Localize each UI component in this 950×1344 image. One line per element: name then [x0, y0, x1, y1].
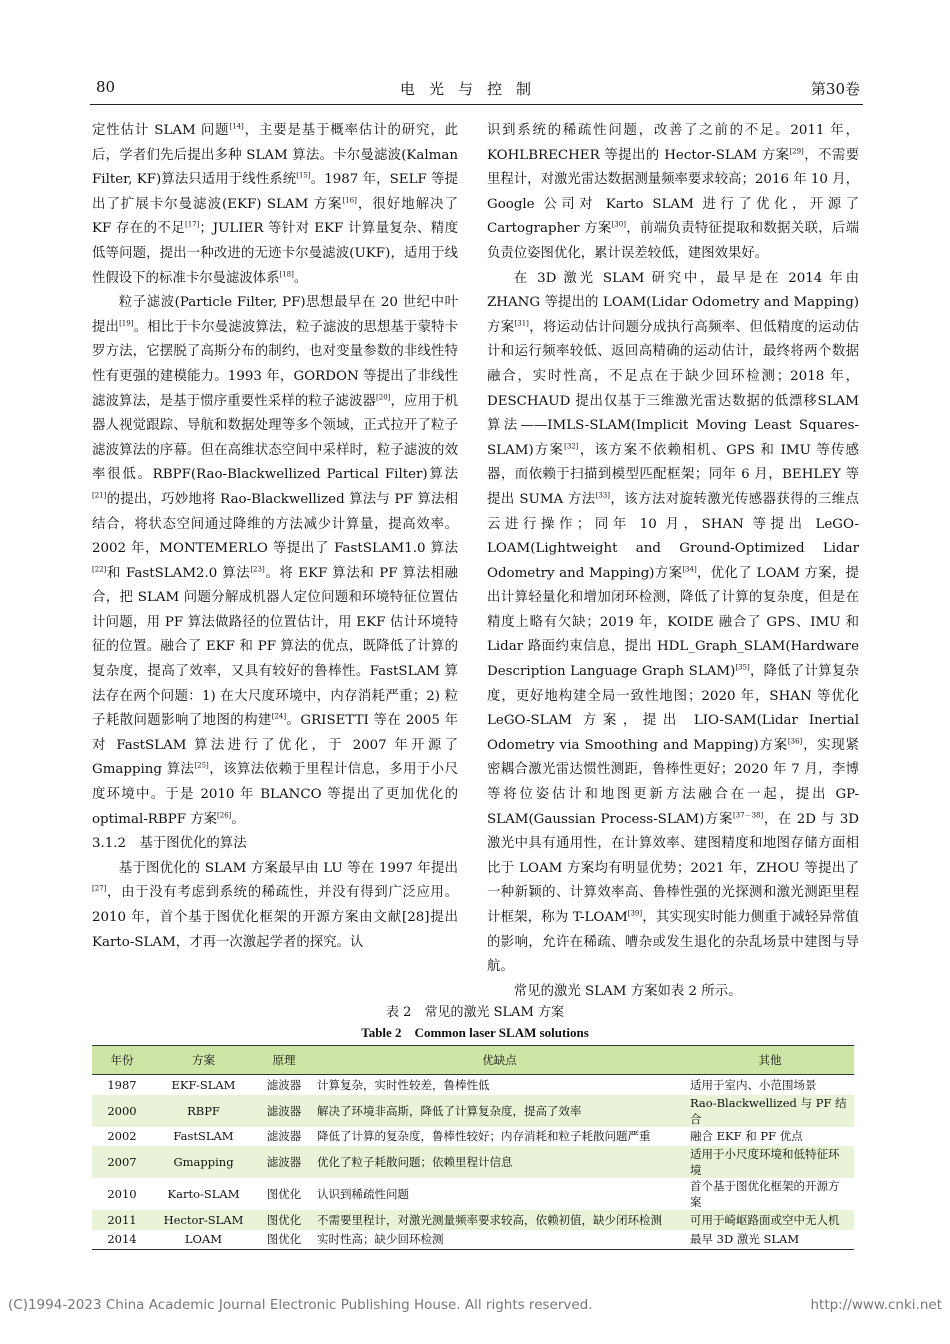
header-principle: 原理 [255, 1046, 313, 1075]
table-row: 1987 EKF-SLAM 滤波器 计算复杂，实时性较差，鲁棒性低 适用于室内、小范围场景 [107, 1077, 817, 1092]
paragraph: 定性估计 SLAM 问题[14]，主要是基于概率估计的研究，此后，学者们先后提出多种 SLAM 算法。卡尔曼滤波(Kalman Filter, KF)算法只适用于线性系统[15]。1987 年，SELF 等提出了扩展卡尔曼滤波(EKF) SLAM 方案[16]，很好地解决了 KF 存在的不足[17]；JULIER 等针对 EKF 计算量复杂、精度低等问题，提出一种改进的无迹卡尔曼滤波(UKF)，适用于线性假设下的标准卡尔曼滤波体系[18]。 [92, 122, 458, 286]
cnki-link[interactable]: http://www.cnki.net [810, 1297, 942, 1313]
citation[interactable]: [16] [342, 196, 357, 205]
citation[interactable]: [21] [92, 491, 107, 500]
copyright-text: (C)1994-2023 China Academic Journal Electronic Publishing House. All rights reserved. [8, 1297, 593, 1313]
slam-solutions-table [92, 1045, 854, 1250]
volume-label: 第30卷 [810, 80, 860, 98]
header-other: 其他 [686, 1046, 854, 1075]
citation[interactable]: [25] [194, 761, 209, 770]
citation[interactable]: [39] [627, 909, 643, 918]
header-pros-cons: 优缺点 [313, 1046, 686, 1075]
table-row: 2000 RBPF 滤波器 解决了环境非高斯，降低了计算复杂度，提高了效率 Rao-Blackwellized 与 PF 结合 [92, 1095, 854, 1127]
citation[interactable]: [36] [787, 737, 803, 746]
citation[interactable]: [18] [279, 270, 294, 279]
page-number: 80 [96, 78, 116, 96]
citation[interactable]: [34] [682, 565, 697, 574]
citation[interactable]: [20] [376, 393, 391, 402]
right-column [487, 119, 859, 1004]
citation[interactable]: [23] [250, 565, 265, 574]
citation[interactable]: [22] [92, 565, 107, 574]
citation[interactable]: [37－38] [732, 811, 764, 820]
citation[interactable]: [24] [271, 712, 287, 721]
citation[interactable]: [29] [789, 147, 804, 156]
table-row: 2010 Karto-SLAM 图优化 认识到稀疏性问题 首个基于图优化框架的开源方案 [107, 1179, 840, 1209]
citation[interactable]: [32] [564, 442, 579, 451]
citation[interactable]: [33] [595, 491, 610, 500]
citation[interactable]: [19] [119, 319, 134, 328]
citation[interactable]: [17] [185, 220, 200, 229]
table-row: 2011 Hector-SLAM 图优化 不需要里程计，对激光测量频率要求较高，依赖初值，缺少闭环检测 可用于崎岖路面或空中无人机 [92, 1210, 854, 1230]
citation[interactable]: [30] [611, 220, 626, 229]
table-caption-zh: 表 2 常见的激光 SLAM 方案 [386, 1005, 564, 1020]
journal-title: 电光与控制 [400, 80, 546, 98]
paragraph: 在 3D 激光 SLAM 研究中，最早是在 2014 年由 ZHANG 等提出的 LOAM(Lidar Odometry and Mapping)方案[31]，将运动估计问题分成执行高频率、但低精度的运动估计和运行频率较低、返回高精确的运动估计，最终将两个数据融合，实时性高，不足点在于缺少回环检测；2018 年，DESCHAUD 提出仅基于三维激光雷达数据的低漂移SLAM 算法——IMLS-SLAM(Implicit Moving Least Squares-SLAM)方案[32]，该方案不依赖相机、GPS 和 IMU 等传感器，而依赖于扫描到模型匹配框架；同年 6 月，BEHLEY 等提出 SUMA 方法[33]，该方法对旋转激光传感器获得的三维点云进行操作；同年 10 月，SHAN 等提出 LeGO-LOAM(Lightweight and Ground-Optimized Lidar Odometry and Mapping)方案[34]，优化了 LOAM 方案，提出计算轻量化和增加闭环检测，降低了计算的复杂度，但是在精度上略有欠缺；2019 年，KOIDE 融合了 GPS、IMU 和 Lidar 路面约束信息，提出 HDL_Graph_SLAM(Hardware Description Language Graph SLAM)[35]，降低了计算复杂度，更好地构建全局一致性地图；2020 年，SHAN 等优化 LeGO-SLAM 方案，提出 LIO-SAM(Lidar Inertial Odometry via Smoothing and Mapping)方案[36]，实现紧密耦合激光雷达惯性测距，鲁棒性更好；2020 年 7 月，李博等将位姿估计和地图更新方法融合在一起，提出 GP-SLAM(Gaussian Process-SLAM)方案[37－38]，在 2D 与 3D 激光中具有通用性，在计算效率、建图精度和地图存储方面相比于 LOAM 方案均有明显优势；2021 年，ZHOU 等提出了一种新颖的、计算效率高、鲁棒性强的光探测和激光测距里程计框架，称为 T-LOAM[39]，其实现实时能力侧重于减轻异常值的影响，允许在稀疏、嘈杂或发生退化的杂乱场景中建图与导航。 [487, 270, 860, 975]
table-row: 2007 Gmapping 滤波器 优化了粒子耗散问题；依赖里程计信息 适用于小尺度环境和低特征环境 [92, 1146, 854, 1178]
paragraph: 基于图优化的 SLAM 方案最早由 LU 等在 1997 年提出[27]，由于没有考虑到系统的稀疏性，并没有得到广泛应用。2010 年，首个基于图优化框架的开源方案由文献[28]提出 Karto-SLAM，才再一次激起学者的探究。认 [92, 860, 458, 950]
header-rule [90, 104, 863, 105]
table-row: 2014 LOAM 图优化 实时性高；缺少回环检测 最早 3D 激光 SLAM [92, 1230, 854, 1250]
citation[interactable]: [26] [217, 811, 232, 820]
paragraph: 识到系统的稀疏性问题，改善了之前的不足。2011 年，KOHLBRECHER 等提出的 Hector-SLAM 方案[29]，不需要里程计，对激光雷达数据测量频率要求较高；2016 年 10 月，Google 公司对 Karto SLAM 进行了优化，开源了 Cartographer 方案[30]，前端负责特征提取和数据关联，后端负责位姿图优化，累计误差较低，建图效果好。 [487, 123, 860, 261]
citation[interactable]: [15] [296, 171, 311, 180]
citation[interactable]: [35] [735, 663, 750, 672]
paragraph: 粒子滤波(Particle Filter, PF)思想最早在 20 世纪中叶提出[19]。相比于卡尔曼滤波算法，粒子滤波的思想基于蒙特卡罗方法，它摆脱了高斯分布的制约，也对变量参数的非线性特性有更强的建模能力。1993 年，GORDON 等提出了非线性滤波算法，是基于惯序重要性采样的粒子滤波器[20]，应用于机器人视觉跟踪、导航和数据处理等多个领域，正式拉开了粒子滤波算法的序幕。但在高维状态空间中采样时，粒子滤波的效率很低。RBPF(Rao-Blackwellized Partical Filter)算法[21]的提出，巧妙地将 Rao-Blackwellized 算法与 PF 算法相结合，将状态空间通过降维的方法减少计算量，提高效率。2002 年，MONTEMERLO 等提出了 FastSLAM1.0 算法[22]和 FastSLAM2.0 算法[23]。将 EKF 算法和 PF 算法相融合，把 SLAM 问题分解成机器人定位问题和环境特征位置估计问题，用 PF 算法做路径的位置估计，用 EKF 估计环境特征的位置。融合了 EKF 和 PF 算法的优点，既降低了计算的复杂度，提高了效率，又具有较好的鲁棒性。FastSLAM 算法存在两个问题：1) 在大尺度环境中，内存消耗严重；2) 粒子耗散问题影响了地图的构建[24]。GRISETTI 等在 2005 年对 FastSLAM 算法进行了优化，于 2007 年开源了 Gmapping 算法[25]，该算法依赖于里程计信息，多用于小尺度环境中。于是 2010 年 BLANCO 等提出了更加优化的 optimal-RBPF 方案[26]。 [92, 295, 459, 827]
page-header [90, 78, 860, 102]
header-scheme: 方案 [152, 1046, 255, 1075]
section-subheading: 3.1.2 基于图优化的算法 [92, 836, 247, 852]
header-year: 年份 [92, 1046, 152, 1075]
table-caption-en: Table 2 Common laser SLAM solutions [361, 1025, 589, 1040]
citation[interactable]: [31] [514, 319, 529, 328]
citation[interactable]: [27] [92, 884, 107, 893]
paragraph: 常见的激光 SLAM 方案如表 2 所示。 [513, 983, 742, 999]
table-row: 2002 FastSLAM 滤波器 降低了计算的复杂度，鲁棒性较好；内存消耗和粒子耗散问题严重 融合 EKF 和 PF 优点 [107, 1129, 803, 1144]
left-column [92, 119, 458, 955]
table-header-row [92, 1046, 854, 1075]
citation[interactable]: [14] [229, 122, 244, 131]
